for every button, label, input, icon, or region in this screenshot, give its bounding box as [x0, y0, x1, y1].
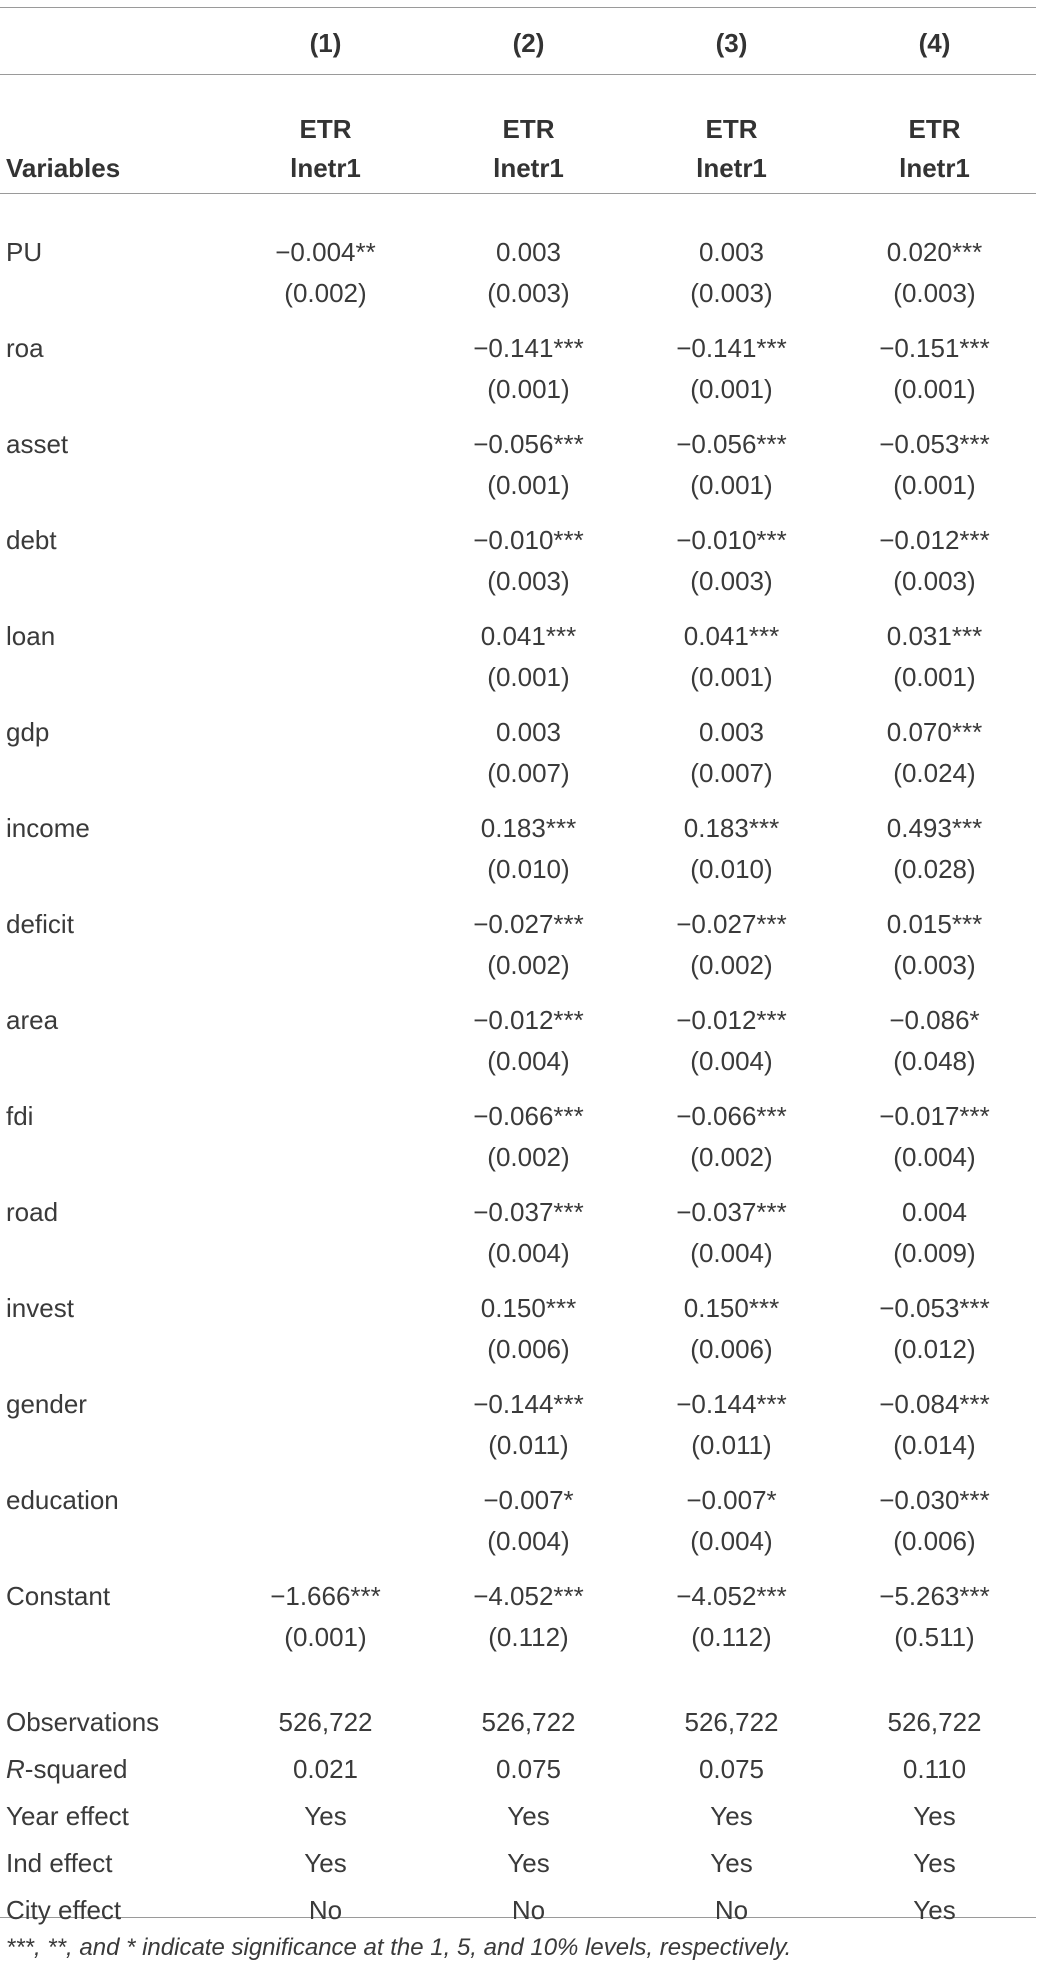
standard-error-cell: (0.006)	[893, 1526, 976, 1556]
coefficient-cell: 0.493***	[886, 813, 983, 843]
coefficient-cell	[224, 797, 427, 846]
variable-name-spacer	[0, 1518, 224, 1565]
standard-error-cell: (0.001)	[893, 662, 976, 692]
coefficient-row	[0, 893, 1036, 942]
standard-error-cell	[224, 1230, 427, 1277]
standard-error-cell	[224, 1038, 427, 1085]
variable-name-spacer	[0, 1422, 224, 1469]
coefficient-row	[0, 989, 1036, 1038]
variable-name-spacer	[0, 846, 224, 893]
standard-error-cell	[224, 462, 427, 509]
standard-error-cell	[224, 1326, 427, 1373]
dependent-variable-name-row	[0, 145, 1036, 212]
standard-error-cell	[224, 846, 427, 893]
statistic-value: No	[511, 1895, 546, 1925]
coefficient-cell: 0.150***	[683, 1293, 780, 1323]
coefficient-cell: −0.007*	[483, 1485, 574, 1515]
statistic-row	[0, 1840, 1036, 1887]
dep-var-name: lnetr1	[899, 153, 970, 183]
dep-var-label: ETR	[705, 114, 758, 144]
variable-name: gender	[6, 1389, 87, 1419]
coefficient-cell	[224, 413, 427, 462]
coefficient-cell: −0.144***	[676, 1389, 787, 1419]
variable-name: fdi	[6, 1101, 34, 1131]
coefficient-row	[0, 413, 1036, 462]
dependent-variable-row	[0, 74, 1036, 145]
standard-error-row	[0, 846, 1036, 893]
coefficient-cell: −4.052***	[676, 1581, 787, 1611]
standard-error-cell: (0.002)	[487, 1142, 570, 1172]
coefficient-cell	[224, 317, 427, 366]
table-body	[0, 212, 1036, 1934]
coefficient-cell	[224, 1277, 427, 1326]
coefficient-cell	[224, 509, 427, 558]
variable-name: debt	[6, 525, 57, 555]
coefficient-cell: −0.004**	[275, 237, 376, 267]
standard-error-row	[0, 750, 1036, 797]
standard-error-row	[0, 1518, 1036, 1565]
standard-error-cell	[224, 1518, 427, 1565]
standard-error-row	[0, 654, 1036, 701]
variable-name-spacer	[0, 1134, 224, 1181]
standard-error-cell: (0.112)	[691, 1622, 772, 1652]
standard-error-cell: (0.002)	[487, 950, 570, 980]
standard-error-row	[0, 1422, 1036, 1469]
standard-error-row	[0, 1230, 1036, 1277]
standard-error-cell: (0.001)	[690, 374, 773, 404]
coefficient-cell: 0.015***	[886, 909, 983, 939]
coefficient-cell: −0.012***	[473, 1005, 584, 1035]
spacer-row	[0, 1661, 1036, 1699]
standard-error-cell: (0.014)	[893, 1430, 976, 1460]
statistic-label-italic: R	[6, 1754, 25, 1784]
standard-error-cell: (0.002)	[690, 1142, 773, 1172]
standard-error-cell	[224, 942, 427, 989]
variables-heading: Variables	[6, 153, 121, 183]
coefficient-cell: −0.012***	[879, 525, 990, 555]
coefficient-cell: 0.003	[495, 237, 562, 267]
column-header: (4)	[918, 27, 951, 58]
standard-error-cell: (0.001)	[690, 470, 773, 500]
standard-error-cell: (0.002)	[690, 950, 773, 980]
coefficient-cell: 0.183***	[683, 813, 780, 843]
coefficient-cell: 0.150***	[480, 1293, 577, 1323]
statistic-value: Yes	[913, 1801, 956, 1831]
standard-error-cell: (0.004)	[690, 1526, 773, 1556]
statistic-label: City effect	[6, 1895, 122, 1925]
statistic-value: Yes	[304, 1801, 347, 1831]
standard-error-cell: (0.010)	[487, 854, 570, 884]
coefficient-cell: 0.041***	[480, 621, 577, 651]
coefficient-cell	[224, 1469, 427, 1518]
standard-error-cell: (0.003)	[690, 566, 773, 596]
standard-error-row	[0, 270, 1036, 317]
dep-var-name: lnetr1	[493, 153, 564, 183]
standard-error-cell: (0.003)	[487, 278, 570, 308]
coefficient-row	[0, 509, 1036, 558]
statistic-row	[0, 1746, 1036, 1793]
statistic-value: Yes	[913, 1848, 956, 1878]
coefficient-cell	[224, 701, 427, 750]
standard-error-cell: (0.001)	[893, 470, 976, 500]
standard-error-cell: (0.003)	[893, 278, 976, 308]
standard-error-cell: (0.004)	[487, 1046, 570, 1076]
standard-error-row	[0, 558, 1036, 605]
coefficient-cell: −0.053***	[879, 1293, 990, 1323]
variable-name: gdp	[6, 717, 50, 747]
variable-name-spacer	[0, 366, 224, 413]
statistic-row	[0, 1887, 1036, 1934]
coefficient-cell: −0.053***	[879, 429, 990, 459]
standard-error-cell: (0.001)	[487, 662, 570, 692]
standard-error-cell: (0.001)	[487, 470, 570, 500]
standard-error-row	[0, 1326, 1036, 1373]
coefficient-cell	[224, 1373, 427, 1422]
variable-name-spacer	[0, 1614, 224, 1661]
statistic-value: 526,722	[481, 1707, 576, 1737]
variable-name: Constant	[6, 1581, 111, 1611]
coefficient-cell: −0.151***	[879, 333, 990, 363]
statistic-value: Yes	[913, 1895, 956, 1925]
variable-name-spacer	[0, 558, 224, 605]
variable-name-spacer	[0, 942, 224, 989]
variable-name: roa	[6, 333, 44, 363]
standard-error-cell: (0.007)	[487, 758, 570, 788]
standard-error-row	[0, 1614, 1036, 1661]
variable-name-spacer	[0, 750, 224, 797]
coefficient-row	[0, 1373, 1036, 1422]
top-rule	[0, 7, 1036, 8]
coefficient-cell: 0.003	[495, 717, 562, 747]
coefficient-row	[0, 1277, 1036, 1326]
standard-error-cell: (0.028)	[893, 854, 976, 884]
standard-error-cell: (0.007)	[690, 758, 773, 788]
coefficient-cell: 0.070***	[886, 717, 983, 747]
statistic-value: Yes	[710, 1801, 753, 1831]
statistic-label: Year effect	[6, 1801, 129, 1831]
coefficient-cell: −0.012***	[676, 1005, 787, 1035]
regression-table	[0, 12, 1036, 1934]
statistic-value: 0.021	[292, 1754, 359, 1784]
coefficient-cell: −0.037***	[473, 1197, 584, 1227]
coefficient-cell	[224, 989, 427, 1038]
coefficient-cell	[224, 605, 427, 654]
statistic-row	[0, 1699, 1036, 1746]
standard-error-cell: (0.511)	[894, 1622, 975, 1652]
coefficient-row	[0, 797, 1036, 846]
coefficient-cell: −0.017***	[879, 1101, 990, 1131]
standard-error-cell: (0.001)	[690, 662, 773, 692]
coefficient-cell: 0.003	[698, 717, 765, 747]
coefficient-row	[0, 1565, 1036, 1614]
variable-name-spacer	[0, 1230, 224, 1277]
variable-name: deficit	[6, 909, 74, 939]
coefficient-cell: −0.056***	[473, 429, 584, 459]
coefficient-cell: −0.007*	[686, 1485, 777, 1515]
standard-error-row	[0, 366, 1036, 413]
coefficient-cell: −0.030***	[879, 1485, 990, 1515]
statistic-value: 526,722	[278, 1707, 373, 1737]
standard-error-cell: (0.003)	[487, 566, 570, 596]
standard-error-cell: (0.003)	[893, 566, 976, 596]
coefficient-cell: −0.056***	[676, 429, 787, 459]
dep-var-label: ETR	[299, 114, 352, 144]
standard-error-cell: (0.004)	[690, 1046, 773, 1076]
standard-error-cell: (0.004)	[893, 1142, 976, 1172]
coefficient-cell	[224, 1181, 427, 1230]
coefficient-row	[0, 1085, 1036, 1134]
variable-name-spacer	[0, 462, 224, 509]
standard-error-cell: (0.112)	[488, 1622, 569, 1652]
variable-name: PU	[6, 237, 43, 267]
dep-var-label: ETR	[908, 114, 961, 144]
statistic-value: Yes	[304, 1848, 347, 1878]
standard-error-row	[0, 1134, 1036, 1181]
coefficient-cell: −0.066***	[676, 1101, 787, 1131]
standard-error-cell	[224, 750, 427, 797]
standard-error-cell: (0.048)	[893, 1046, 976, 1076]
standard-error-cell: (0.009)	[893, 1238, 976, 1268]
variable-name-spacer	[0, 270, 224, 317]
standard-error-cell: (0.012)	[893, 1334, 976, 1364]
statistic-value: Yes	[507, 1801, 550, 1831]
coefficient-cell: 0.020***	[886, 237, 983, 267]
variable-name: income	[6, 813, 90, 843]
dep-var-name: lnetr1	[696, 153, 767, 183]
coefficient-cell: −0.086*	[889, 1005, 980, 1035]
variable-name: education	[6, 1485, 119, 1515]
coefficient-cell	[224, 1085, 427, 1134]
statistic-value: Yes	[507, 1848, 550, 1878]
standard-error-cell: (0.024)	[893, 758, 976, 788]
coefficient-cell: 0.031***	[886, 621, 983, 651]
variable-name-spacer	[0, 1038, 224, 1085]
statistic-label	[0, 1746, 224, 1793]
statistic-value: 0.075	[495, 1754, 562, 1784]
coefficient-cell: 0.183***	[480, 813, 577, 843]
statistic-value: No	[308, 1895, 343, 1925]
coefficient-cell: −0.027***	[676, 909, 787, 939]
variable-name: loan	[6, 621, 56, 651]
column-header: (3)	[715, 27, 748, 58]
coefficient-row	[0, 317, 1036, 366]
statistic-value: No	[714, 1895, 749, 1925]
coefficient-row	[0, 701, 1036, 750]
coefficient-cell: −1.666***	[270, 1581, 381, 1611]
coefficient-cell: 0.003	[698, 237, 765, 267]
statistic-label: Observations	[6, 1707, 160, 1737]
variable-name-spacer	[0, 654, 224, 701]
coefficient-cell: −0.066***	[473, 1101, 584, 1131]
standard-error-cell	[224, 366, 427, 413]
table-footnote: ***, **, and * indicate significance at the 1, 5, and 10% levels, respectively.	[6, 1934, 792, 1961]
standard-error-cell: (0.011)	[691, 1430, 772, 1460]
coefficient-row	[0, 605, 1036, 654]
coefficient-cell: −4.052***	[473, 1581, 584, 1611]
standard-error-cell: (0.001)	[893, 374, 976, 404]
standard-error-cell: (0.004)	[487, 1526, 570, 1556]
standard-error-cell: (0.002)	[284, 278, 367, 308]
standard-error-cell: (0.001)	[487, 374, 570, 404]
standard-error-cell: (0.004)	[690, 1238, 773, 1268]
variable-name-spacer	[0, 1326, 224, 1373]
statistic-value: Yes	[710, 1848, 753, 1878]
statistic-value: 0.110	[902, 1754, 967, 1784]
coefficient-cell: −0.084***	[879, 1389, 990, 1419]
statistic-value: 526,722	[684, 1707, 779, 1737]
standard-error-row	[0, 1038, 1036, 1085]
standard-error-cell	[224, 1134, 427, 1181]
standard-error-cell: (0.003)	[690, 278, 773, 308]
standard-error-cell: (0.001)	[284, 1622, 367, 1652]
statistic-value: 526,722	[887, 1707, 982, 1737]
coefficient-row	[0, 1469, 1036, 1518]
column-header: (2)	[512, 27, 545, 58]
coefficient-cell	[224, 893, 427, 942]
coefficient-row	[0, 1181, 1036, 1230]
variable-name: road	[6, 1197, 59, 1227]
standard-error-cell	[224, 1422, 427, 1469]
standard-error-cell: (0.006)	[690, 1334, 773, 1364]
coefficient-cell: −0.144***	[473, 1389, 584, 1419]
coefficient-cell: −5.263***	[879, 1581, 990, 1611]
standard-error-row	[0, 942, 1036, 989]
coefficient-cell: −0.141***	[676, 333, 787, 363]
variable-name: asset	[6, 429, 69, 459]
standard-error-cell: (0.004)	[487, 1238, 570, 1268]
column-header: (1)	[309, 27, 342, 58]
standard-error-cell: (0.011)	[488, 1430, 569, 1460]
dep-var-label: ETR	[502, 114, 555, 144]
standard-error-cell: (0.003)	[893, 950, 976, 980]
coefficient-cell: −0.010***	[473, 525, 584, 555]
standard-error-cell	[224, 558, 427, 605]
statistic-row	[0, 1793, 1036, 1840]
standard-error-cell: (0.006)	[487, 1334, 570, 1364]
statistic-label: Ind effect	[6, 1848, 113, 1878]
column-number-row	[0, 12, 1036, 74]
standard-error-cell: (0.010)	[690, 854, 773, 884]
statistic-label-rest: -squared	[24, 1754, 128, 1784]
variable-name: area	[6, 1005, 59, 1035]
coefficient-cell: −0.037***	[676, 1197, 787, 1227]
coefficient-row	[0, 212, 1036, 270]
coefficient-cell: −0.141***	[473, 333, 584, 363]
coefficient-cell: −0.010***	[676, 525, 787, 555]
standard-error-row	[0, 462, 1036, 509]
statistic-value: 0.075	[698, 1754, 765, 1784]
coefficient-cell: 0.041***	[683, 621, 780, 651]
coefficient-cell: 0.004	[901, 1197, 968, 1227]
variable-name: invest	[6, 1293, 74, 1323]
dep-var-name: lnetr1	[290, 153, 361, 183]
coefficient-cell: −0.027***	[473, 909, 584, 939]
standard-error-cell	[224, 654, 427, 701]
